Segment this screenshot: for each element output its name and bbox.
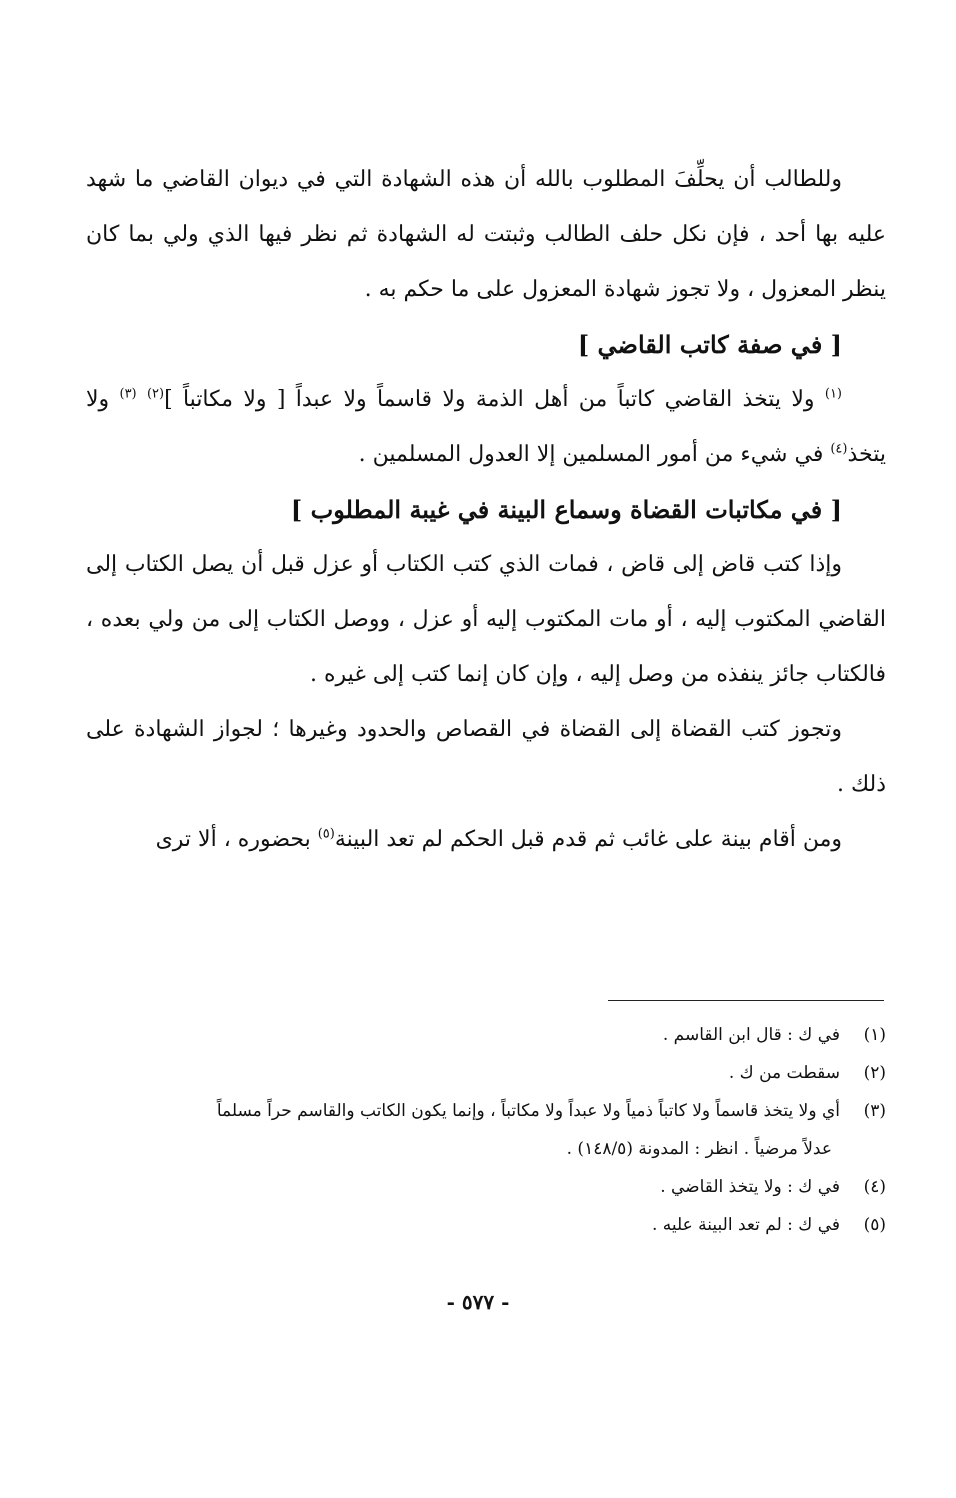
main-text [86, 152, 886, 867]
section-heading-correspondence: [ في مكاتبات القضاة وسماع البينة في غيبة المطلوب ] [290, 495, 842, 524]
paragraph-2-part-a: ولا يتخذ القاضي كاتباً من أهل الذمة ولا قاسماً ولا عبداً [ ولا مكاتباً ] [164, 387, 825, 412]
footnote-5 [86, 1206, 886, 1244]
paragraph-5 [86, 812, 886, 867]
footnote-separator [608, 1000, 884, 1001]
footnotes [86, 1016, 886, 1244]
footnote-ref-4: (٤) [830, 441, 848, 457]
footnote-number: (٥) [863, 1215, 886, 1235]
paragraph-5-part-a: ومن أقام بينة على غائب ثم قدم قبل الحكم لم تعد البينة [334, 827, 842, 852]
footnote-ref-5: (٥) [317, 826, 335, 842]
footnote-number: (٣) [863, 1101, 886, 1121]
footnote-number: (١) [863, 1025, 886, 1045]
footnote-ref-1: (١) [824, 386, 842, 402]
footnote-1 [86, 1016, 886, 1054]
page-number: - ٥٧٧ - [446, 1290, 510, 1314]
footnote-3 [86, 1092, 886, 1130]
footnote-ref-3: (٣) [119, 386, 137, 402]
paragraph-2-part-c: في شيء من أمور المسلمين إلا العدول المسلمين . [358, 442, 831, 467]
footnote-2 [86, 1054, 886, 1092]
footnote-text: في ك : لم تعد البينة عليه . [651, 1215, 840, 1235]
paragraph-4: وتجوز كتب القضاة إلى القضاة في القصاص والحدود وغيرها ؛ لجواز الشهادة على ذلك . [86, 717, 886, 797]
footnote-text: في ك : ولا يتخذ القاضي . [660, 1177, 840, 1197]
paragraph-5-part-b: بحضوره ، ألا ترى [155, 827, 318, 852]
paragraph-2-part-b: ولا يتخذ [86, 387, 886, 467]
footnote-text: أي ولا يتخذ قاسماً ولا كاتباً ذمياً ولا عبداً ولا مكاتباً ، وإنما يكون الكاتب والقاسم حراً مسلماً [216, 1101, 840, 1121]
footnote-ref-2: (٢) [146, 386, 165, 402]
paragraph-1: وللطالب أن يحلِّفَ المطلوب بالله أن هذه الشهادة التي في ديوان القاضي ما شهد عليه بها أحد ، فإن نكل حلف الطالب وثبتت له الشهادة ثم نظر فيها الذي ولي بما كان ينظر المعزول ، ولا تجوز شهادة المعزول على ما حكم به . [86, 167, 886, 302]
footnote-number: (٤) [863, 1177, 886, 1197]
footnote-text: في ك : قال ابن القاسم . [662, 1025, 840, 1045]
footnote-number: (٢) [863, 1063, 886, 1083]
section-heading-scribe: [ في صفة كاتب القاضي ] [577, 330, 842, 359]
footnote-3-continuation: عدلاً مرضياً . انظر : المدونة (١٤٨/٥) . [566, 1139, 832, 1159]
paragraph-2 [86, 372, 886, 482]
footnote-4 [86, 1168, 886, 1206]
footnote-text: سقطت من ك . [728, 1063, 840, 1083]
paragraph-3: وإذا كتب قاض إلى قاض ، فمات الذي كتب الكتاب أو عزل قبل أن يصل الكتاب إلى القاضي المكتوب إليه ، أو مات المكتوب إليه أو عزل ، ووصل الكتاب إلى من ولي بعده ، فالكتاب جائز ينفذه من وصل إليه ، وإن كان إنما كتب إلى غيره . [86, 552, 886, 687]
